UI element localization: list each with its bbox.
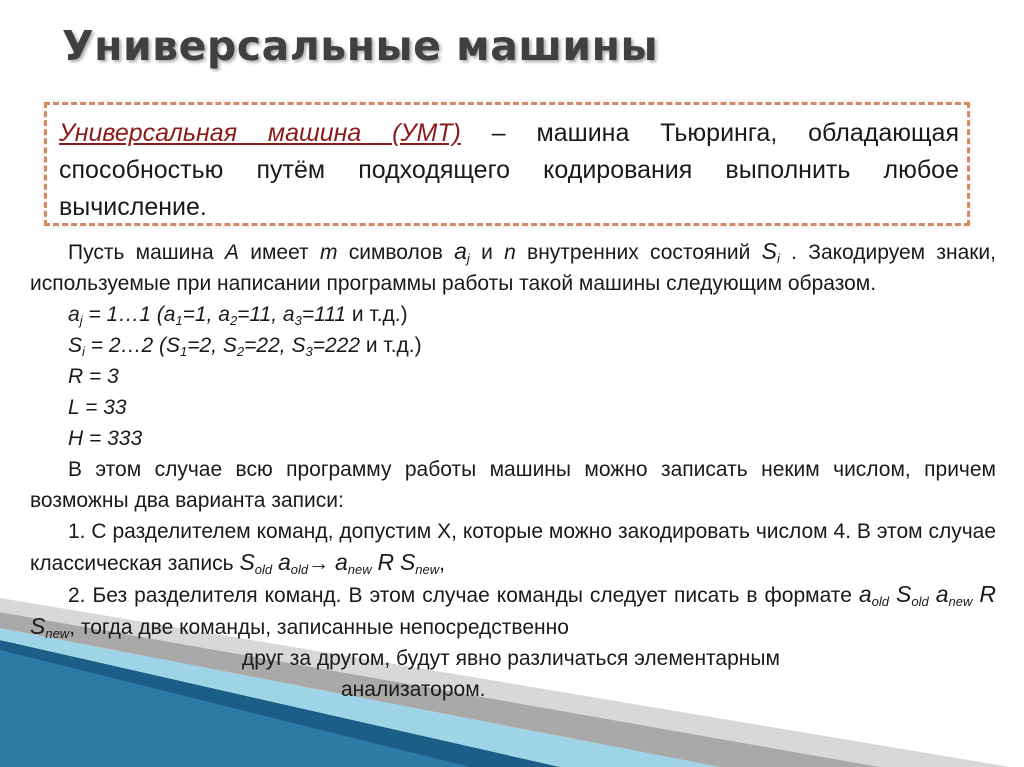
formula-s: $S_i$ = 2…2 ($S_1=2$, $S_2=22$, $S_3=222$ и т.д.) — [68, 334, 422, 359]
list-item-2: 2. Без разделителя команд. В этом случае команды следует писать в формате $a_{old}$ $S_{old}$ $a_{new}$ R $S_{new}$, тогда две команды, записанные непосредственно — [30, 581, 997, 641]
definition-text — [59, 115, 959, 226]
paragraph-program: В этом случае всю программу работы машины можно записать неким числом, причем возможны два варианта записи: — [30, 458, 996, 512]
body-text — [30, 236, 996, 705]
definition-term: Универсальная машина (УМТ) — [59, 119, 461, 147]
definition-body: – машина Тьюринга, обладающая способностью путём подходящего кодирования выполнить любое вычисление. — [59, 119, 959, 221]
formula-r: R = 3 — [68, 365, 119, 388]
list-item-2-line-3: анализатором. — [341, 678, 486, 701]
paragraph-intro: Пусть машина A имеет m символов $a_j$ и n внутренних состояний $S_i$ . Закодируем знаки, используемые при написании программы работы такой машины следующим образом. — [30, 238, 997, 295]
definition-box — [44, 102, 970, 226]
formula-l: L = 33 — [68, 396, 127, 419]
formula-a: $a_j$ = 1…1 ($a_1=1$, $a_2=11$, $a_3=111$ и т.д.) — [68, 303, 408, 328]
list-item-2-line-2: друг за другом, будут явно различаться элементарным — [242, 647, 780, 670]
page-title: Универсальные машины — [62, 22, 659, 70]
list-item-1: 1. С разделителем команд, допустим Х, которые можно закодировать числом 4. В этом случае классическая запись $S_{old}$ $a_{old}\to a_{new}$ R $S_{new}$, — [30, 520, 996, 577]
formula-h: H = 333 — [68, 427, 143, 450]
